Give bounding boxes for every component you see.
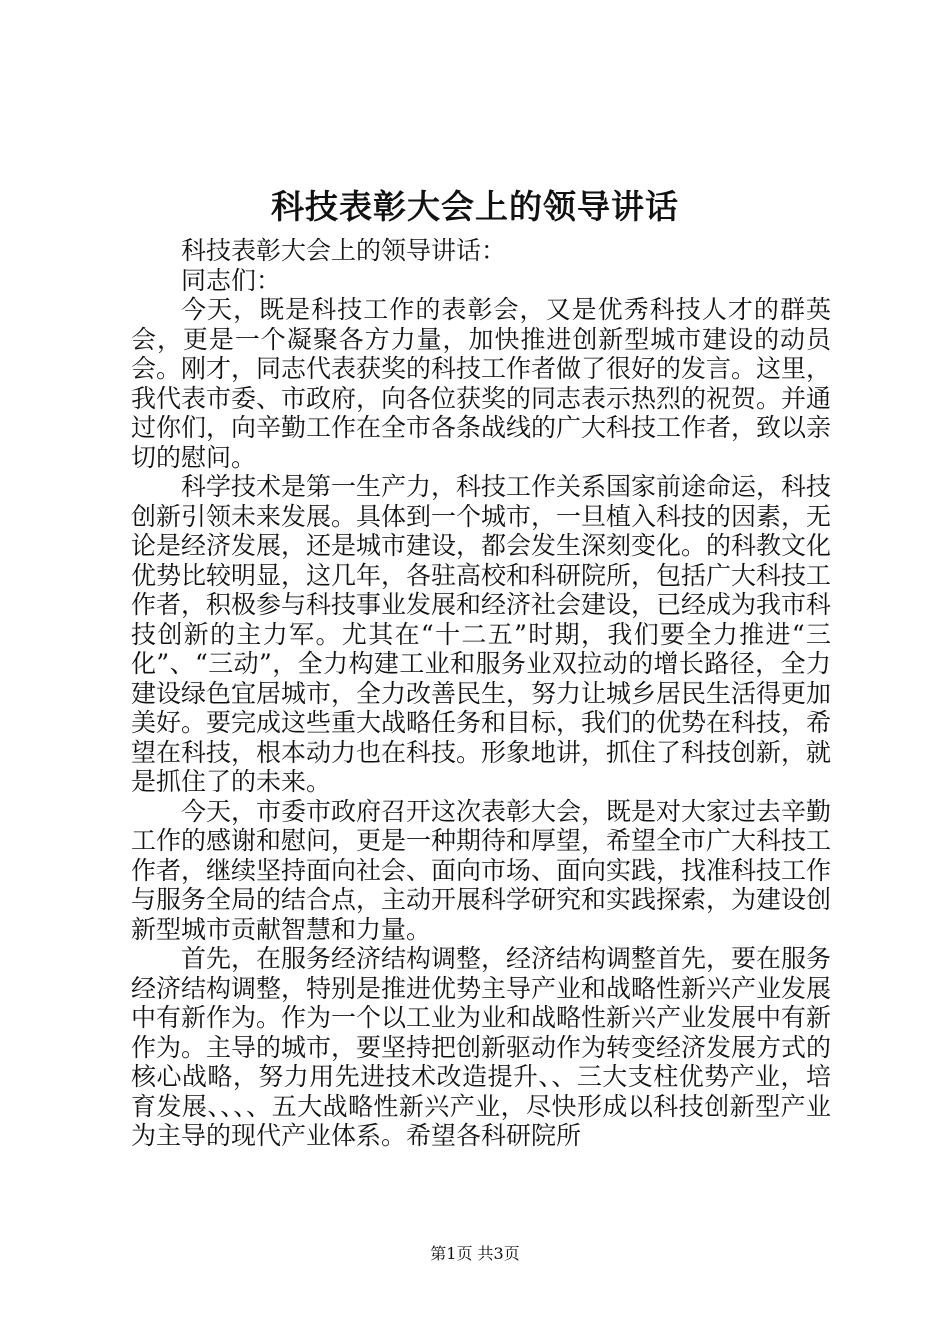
document-title: 科技表彰大会上的领导讲话 [271,187,679,226]
page-number-footer: 第1页 共3页 [430,1244,520,1263]
body-paragraph: 今天，既是科技工作的表彰会，又是优秀科技人才的群英会，更是一个凝聚各方力量，加快推进创新型城市建设的动员会。刚才，同志代表获奖的科技工作者做了很好的发言。这里，我代表市委、市政府，向各位获奖的同志表示热烈的祝贺。并通过你们，向辛勤工作在全市各条战线的广大科技工作者，致以亲切的慰问。 [131,295,832,472]
body-paragraph: 今天，市委市政府召开这次表彰大会，既是对大家过去辛勤工作的感谢和慰问，更是一种期待和厚望，希望全市广大科技工作者，继续坚持面向社会、面向市场、面向实践，找准科技工作与服务全局的结合点，主动开展科学研究和实践探索，为建设创新型城市贡献智慧和力量。 [131,796,832,944]
document-body [131,236,831,1151]
salutation: 同志们： [181,265,282,295]
body-paragraph: 科学技术是第一生产力，科技工作关系国家前途命运，科技创新引领未来发展。具体到一个城市，一旦植入科技的因素，无论是经济发展，还是城市建设，都会发生深刻变化。的科教文化优势比较明显，这几年，各驻高校和科研院所，包括广大科技工作者，积极参与科技事业发展和经济社会建设，已经成为我市科技创新的主力军。尤其在“十二五”时期，我们要全力推进“三化”、“三动”，全力构建工业和服务业双拉动的增长路径，全力建设绿色宜居城市，全力改善民生，努力让城乡居民生活得更加美好。要完成这些重大战略任务和目标，我们的优势在科技，希望在科技，根本动力也在科技。形象地讲，抓住了科技创新，就是抓住了的未来。 [131,472,832,796]
salutation-heading: 科技表彰大会上的领导讲话： [181,236,507,265]
body-paragraph: 首先，在服务经济结构调整，经济结构调整首先，要在服务经济结构调整，特别是推进优势主导产业和战略性新兴产业发展中有新作为。作为一个以工业为业和战略性新兴产业发展中有新作为。主导的城市，要坚持把创新驱动作为转变经济发展方式的核心战略，努力用先进技术改造提升、、三大支柱优势产业，培育发展、、、、五大战略性新兴产业，尽快形成以科技创新型产业为主导的现代产业体系。希望各科研院所 [131,944,832,1150]
